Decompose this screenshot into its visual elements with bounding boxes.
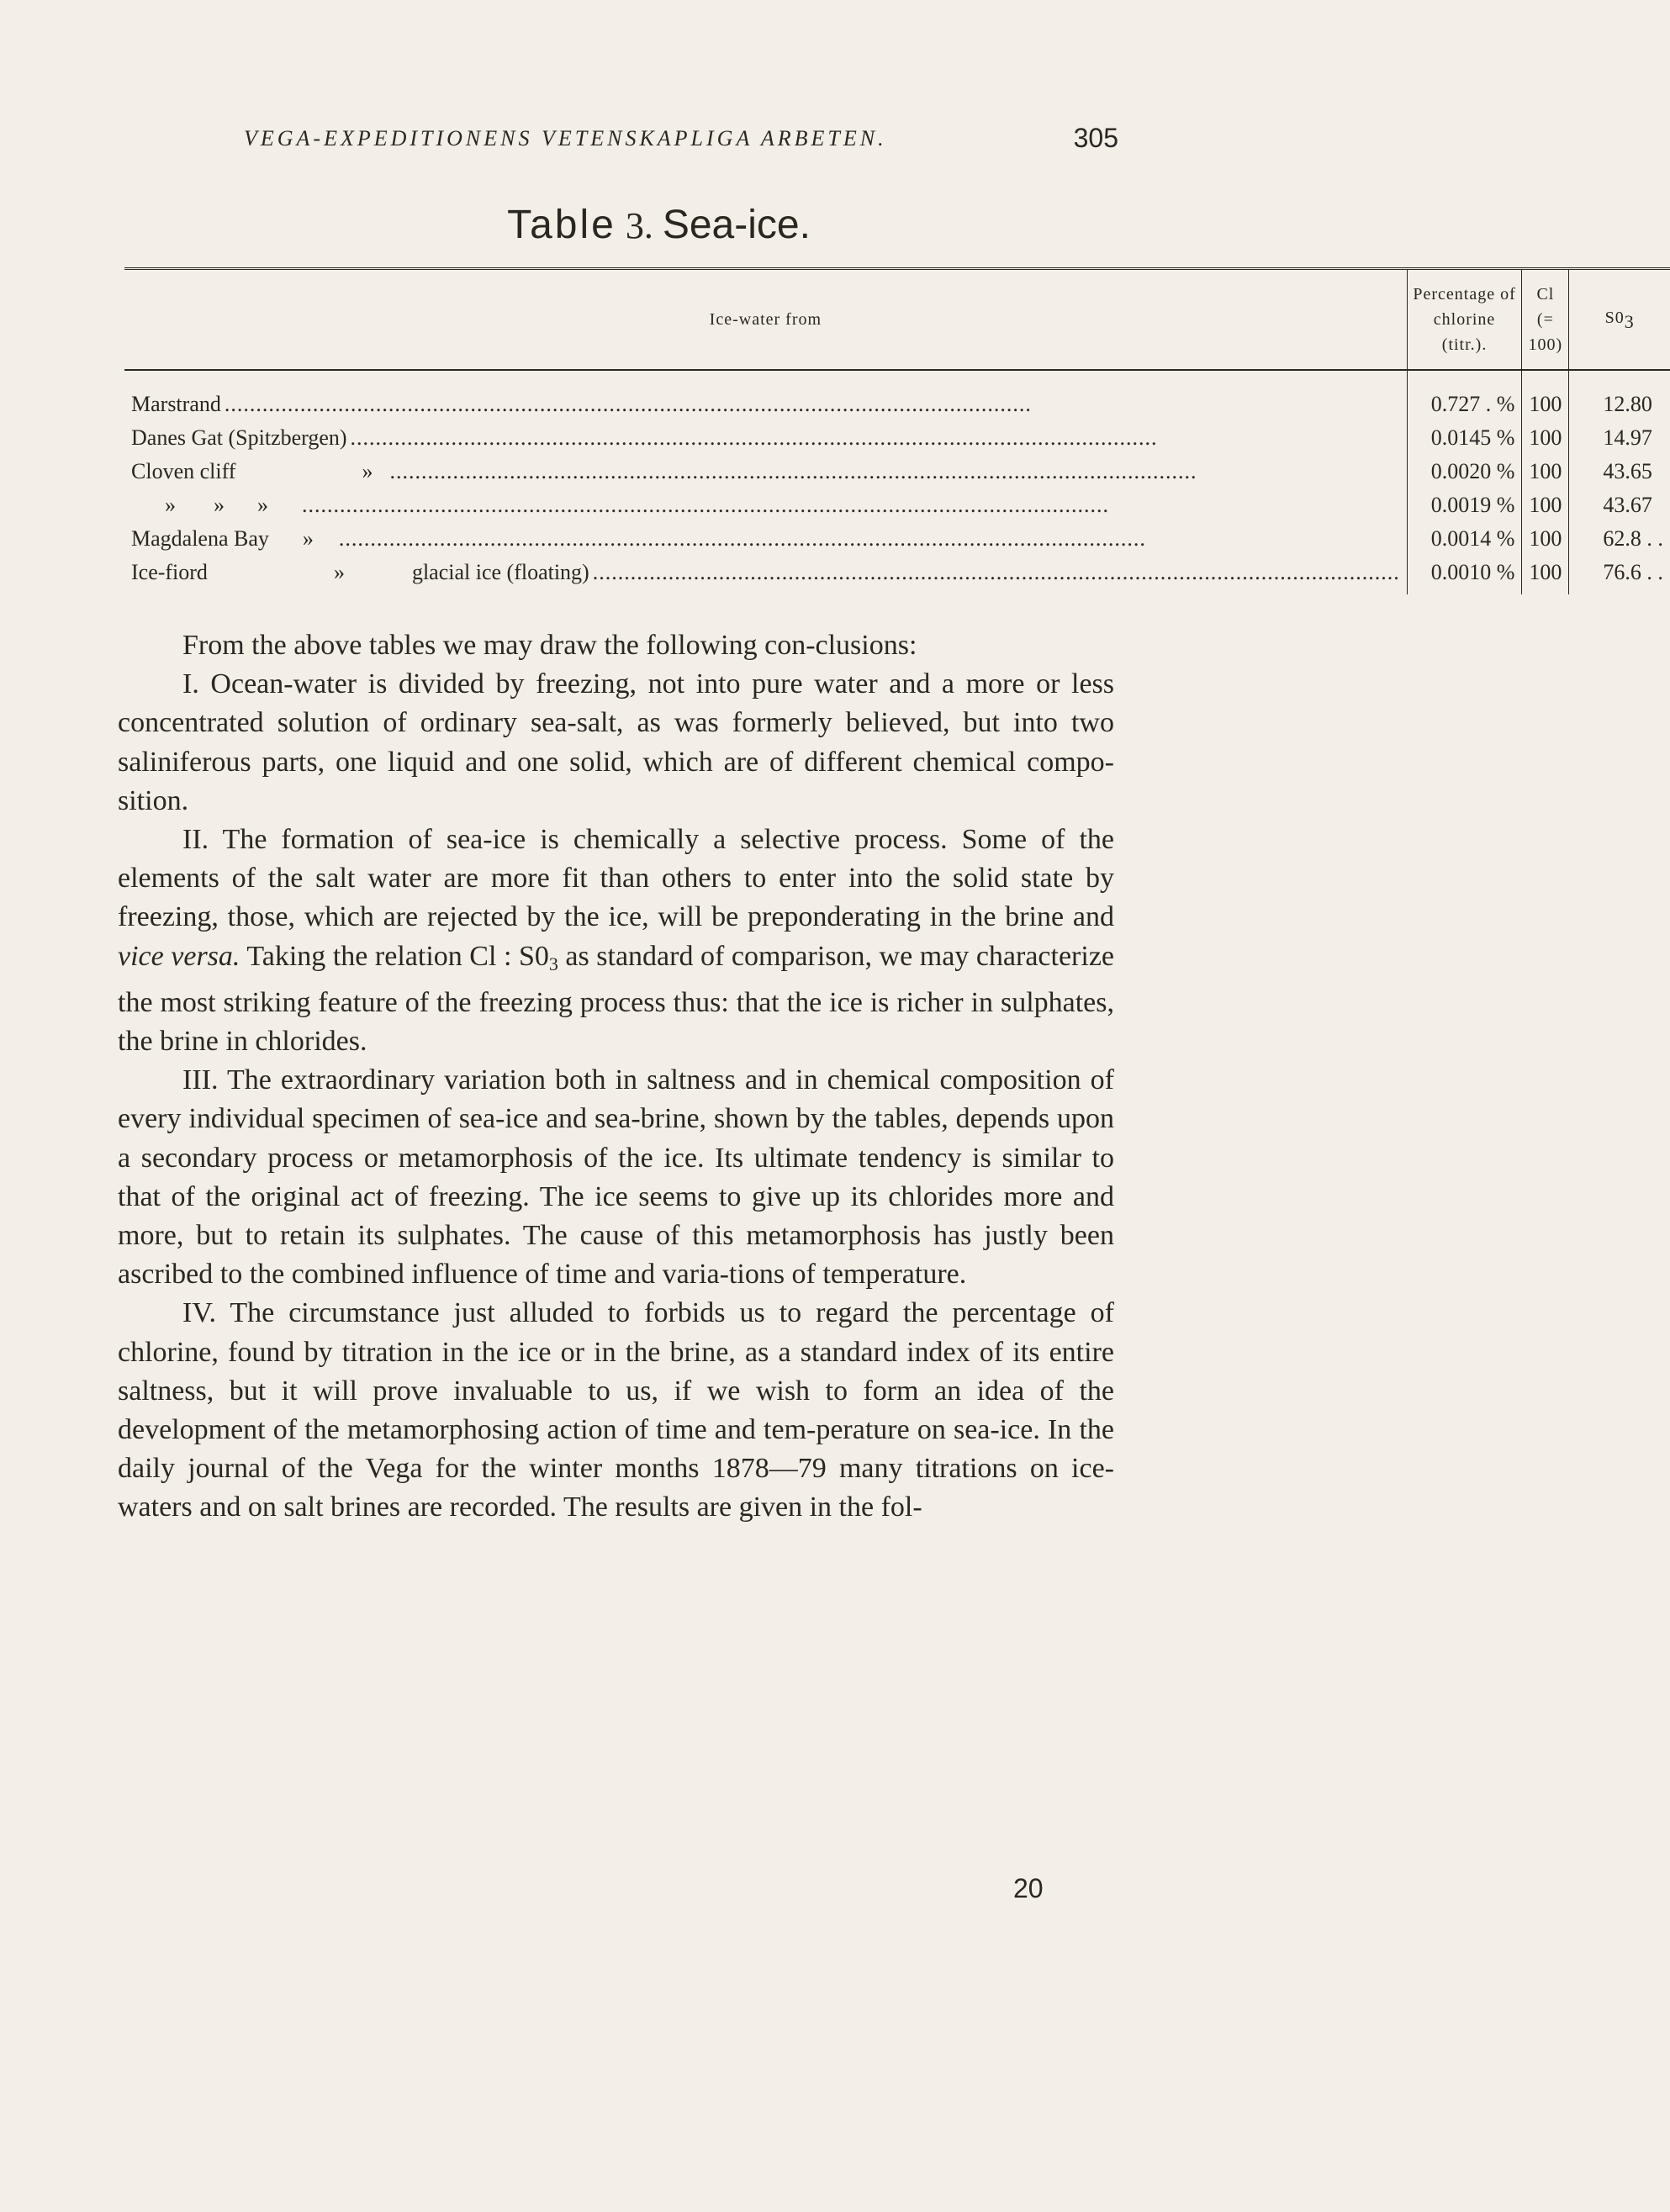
- paragraph-intro: From the above tables we may draw the following con-clusions:: [182, 630, 917, 661]
- signature-mark: 20: [1013, 1873, 1044, 1903]
- sea-ice-table: [124, 267, 1670, 594]
- row-pct: 0.0020 %: [1407, 455, 1522, 488]
- paragraph-2-part-a: II. The formation of sea-ice is chemically a selective process. Some of the elements of the salt water are more fit than others to enter into the solid state by freezing, those, which are rejected by the ice, will be preponderating in the brine and: [118, 824, 1114, 933]
- paragraph-2-part-c: as standard of comparison, we may characterize the most striking feature of the freezing process thus: that the ice is richer in sulphates, the brine in chlorides.: [118, 940, 1114, 1058]
- row-name-cell: [124, 455, 1407, 488]
- leader-dots: [339, 526, 1400, 552]
- col-header-cl: [1522, 269, 1569, 371]
- row-so3: 43.67: [1569, 488, 1670, 522]
- table-row: [124, 522, 1670, 556]
- row-cl: 100: [1522, 370, 1569, 421]
- row-note: glacial ice (floating): [411, 560, 589, 584]
- row-cl: 100: [1522, 522, 1569, 556]
- row-name: »: [165, 493, 176, 517]
- row-name: Danes Gat (Spitzbergen): [131, 425, 347, 450]
- paragraph-2-part-b: Taking the relation Cl : S0: [246, 940, 549, 972]
- row-name: Marstrand: [131, 392, 221, 416]
- col-header-so3: [1569, 269, 1670, 371]
- row-pct: 0.0010 %: [1407, 556, 1522, 594]
- col-header-percentage: [1407, 269, 1522, 371]
- table-title: [0, 202, 1318, 248]
- row-name: Ice-fiord: [131, 560, 208, 584]
- running-header: [244, 123, 1118, 160]
- col-so3-sub: 3: [1624, 310, 1635, 332]
- leader-dots: [351, 425, 1400, 451]
- row-ditto: »: [302, 526, 314, 551]
- paragraph-conclusion-2: [118, 821, 1114, 1061]
- table-title-text: Sea-ice.: [662, 203, 811, 247]
- table-row: [124, 556, 1670, 594]
- col-header-from: [124, 269, 1407, 371]
- leader-dots: [593, 560, 1400, 585]
- leader-dots: [225, 392, 1400, 417]
- table-row: [124, 370, 1670, 421]
- col-so3-base: S0: [1604, 308, 1625, 327]
- row-so3: 12.80: [1569, 370, 1670, 421]
- paragraph-2-italic: vice versa.: [118, 940, 240, 972]
- running-title: VEGA-EXPEDITIONENS VETENSKAPLIGA ARBETEN.: [244, 126, 887, 150]
- row-pct: 0.0019 %: [1407, 488, 1522, 522]
- page-number: 305: [1073, 123, 1118, 153]
- row-ditto: »: [362, 459, 373, 483]
- col-pct-line2: chlorine (titr.).: [1433, 310, 1496, 354]
- row-pct: 0.0145 %: [1407, 421, 1522, 455]
- row-so3: 62.8 . .: [1569, 522, 1670, 556]
- body-text: [118, 626, 1114, 1528]
- table-title-number: 3.: [625, 205, 653, 246]
- row-name-cell: [124, 421, 1407, 455]
- paragraph-conclusion-3: III. The extraordinary variation both in saltness and in chemical composition of every individual specimen of sea-ice and sea-brine, shown by the tables, depends upon a secondary process or metamorphosis of the ice. Its ultimate tendency is similar to that of the original act of freezing. The ice seems to give up its chlorides more and more, but to retain its sulphates. The cause of this metamorphosis has justly been ascribed to the combined influence of time and varia-tions of temperature.: [118, 1064, 1114, 1291]
- row-name: Magdalena Bay: [131, 526, 269, 551]
- table-row: [124, 488, 1670, 522]
- row-so3: 14.97: [1569, 421, 1670, 455]
- paragraph-conclusion-4: IV. The circumstance just alluded to forbids us to regard the percentage of chlorine, found by titration in the ice or in the brine, as a standard index of its entire saltness, but it will prove invaluable to us, if we wish to form an idea of the development of the metamorphosing action of time and tem-perature on sea-ice. In the daily journal of the Vega for the winter months 1878—79 many titrations on ice-waters and on salt brines are recorded. The results are given in the fol-: [118, 1297, 1114, 1523]
- row-ditto: »: [333, 560, 345, 584]
- col-from-label: Ice-water from: [709, 310, 822, 329]
- row-so3: 43.65: [1569, 455, 1670, 488]
- col-cl-line2: (= 100): [1528, 310, 1563, 354]
- table-title-prefix: Table: [507, 203, 616, 247]
- leader-dots: [389, 459, 1399, 484]
- leader-dots: [302, 493, 1400, 518]
- row-cl: 100: [1522, 488, 1569, 522]
- paragraph-2-subscript: 3: [548, 953, 558, 974]
- row-name-cell: [124, 556, 1407, 594]
- row-pct: 0.0014 %: [1407, 522, 1522, 556]
- row-cl: 100: [1522, 421, 1569, 455]
- row-cl: 100: [1522, 556, 1569, 594]
- col-cl-line1: Cl: [1536, 285, 1555, 304]
- row-name: Cloven cliff: [131, 459, 236, 483]
- row-pct: 0.727 . %: [1407, 370, 1522, 421]
- table-row: [124, 455, 1670, 488]
- col-pct-line1: Percentage of: [1413, 285, 1516, 304]
- table-row: [124, 421, 1670, 455]
- paragraph-conclusion-1: I. Ocean-water is divided by freezing, not into pure water and a more or less concentrated solution of ordinary sea-salt, as was formerly believed, but into two saliniferous parts, one liquid and one solid, which are of different chemical compo-sition.: [118, 668, 1114, 816]
- table-header-row: [124, 269, 1670, 371]
- row-ditto: » »: [214, 493, 268, 517]
- row-so3: 76.6 . .: [1569, 556, 1670, 594]
- row-name-cell: [124, 522, 1407, 556]
- row-name-cell: [124, 488, 1407, 522]
- row-name-cell: [124, 370, 1407, 421]
- row-cl: 100: [1522, 455, 1569, 488]
